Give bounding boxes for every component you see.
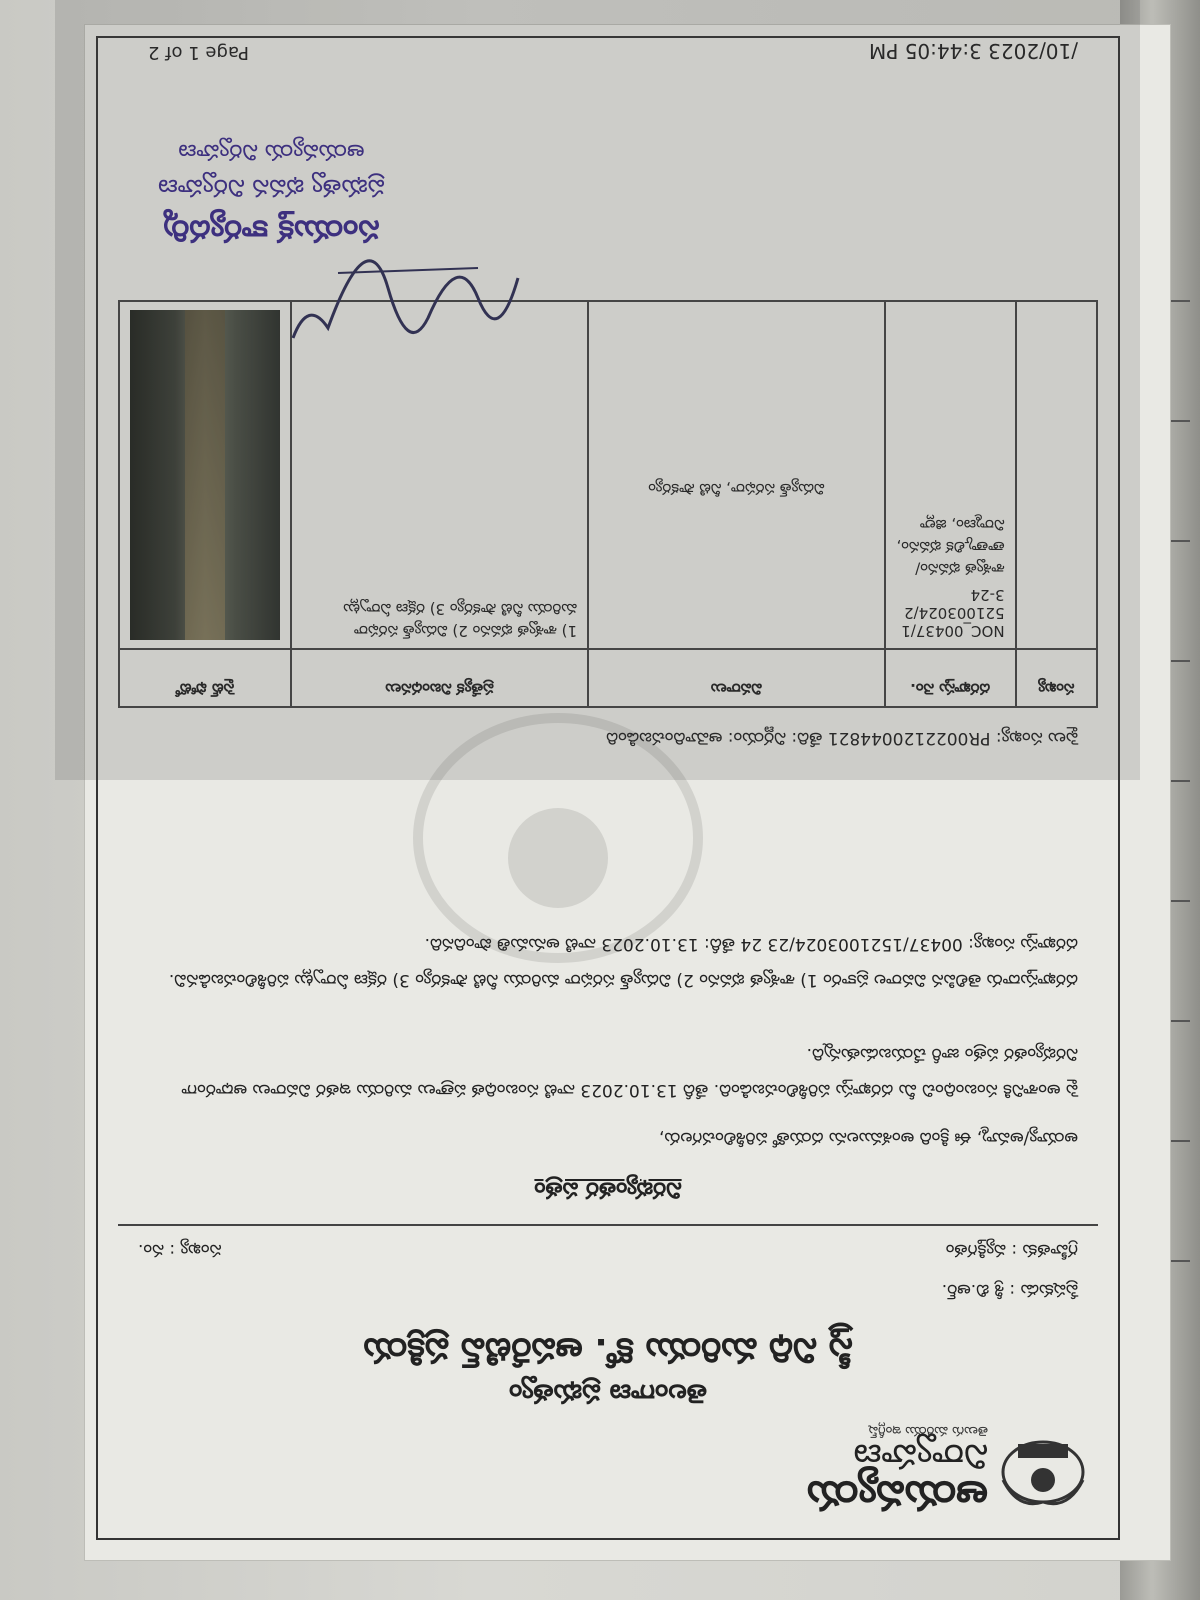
salutation: అయ్యా/అమ్మా, ఈ క్రింది అంశములను దయతో పరిశీలించగలరు, [658,1128,1078,1148]
app-number: NOC_00437/1521003024/23-24 [901,586,1005,640]
reference-number: సంఖ్య : నం. [138,1240,222,1260]
signatory-title: ప్రభుత్వ భవన నిర్వహణ [158,174,385,202]
emblem-logo-icon [988,1430,1098,1520]
government-title: తెలంగాణ ప్రభుత్వం [509,1378,707,1408]
table-header-cell: వివరాలు [588,649,885,707]
table-header-cell: దరఖాస్తు నెం. [885,649,1016,707]
dept-name-line2: నిర్వాహణ [853,1436,988,1476]
signatory-name: సంయుక్త కార్యదర్శి [163,213,380,248]
footer-page-number: Page 1 of 2 [148,42,249,63]
footer-datetime: /10/2023 3:44:05 PM [869,39,1078,63]
photo-shadow [55,0,1140,780]
sender-line: ప్రేషకుడు : శ్రీ బి.ఆర్. [941,1280,1078,1300]
dept-name-line1: ఆయవ్యయ [806,1472,988,1519]
table-header-cell: సంఖ్య [1016,649,1097,707]
organization-title: స్త్రీ నిధి మరియు కో. ఆపరేటివ్ ప్రక్రియ [363,1330,853,1370]
dept-address: తెలుగు మరియు ఇంగ్లీష్ [868,1423,988,1438]
subject-title: నిరభ్యంతర పత్రం [534,1177,682,1202]
paper-sheet [85,25,1170,1560]
header-divider [118,1224,1098,1226]
file-reference: ఫైలు సంఖ్య: PR0022120044821 తేది: నిర్ణయం: ఆమోదించబడింది [606,728,1078,748]
signatory-dept: ఆయవ్యయ నిర్వహణ [178,139,365,164]
table-header-cell: ప్రత్యేక నిబంధనలు [291,649,588,707]
app-detail: శాశ్వత భవనం/తాత్కాలిక భవనం, నిర్మాణం, జిల్లా [896,516,1005,578]
table-header-cell: సైట్ ఫోటో [119,649,291,707]
recipient-line: గ్రహీతకు : వ్యక్తిగతం [945,1240,1078,1260]
paragraph-2: దరఖాస్తుదారు తెలిపిన వివరాల ప్రకారం 1) శాశ్వత భవనం 2) విద్యుత్ సరఫరా మరియు నీటి సౌకర్యం 3) రక్షణ ఏర్పాట్లు పరిశీలించబడినవి. దరఖాస్తు సంఖ్య: 00437/1521003024/23 24 తేదీ: 13.10.2023 నాటి అనుమతి పొందినది. [168,934,1078,990]
paragraph-1: పై అంశానికి సంబంధించి మీ దరఖాస్తు పరిశీలించబడింది. తేదీ 13.10.2023 నాటి సంబంధిత పత్రాలు మరియు ఇతర వివరాలు ఆధారంగా నిరభ్యంతర పత్రం జారీ చేయబడుతున్నది. [181,1044,1078,1100]
table-cell-conditions: 1) శాశ్వత భవనం 2) విద్యుత్ సరఫరా మరియు నీటి సౌకర్యం 3) రక్షణ ఏర్పాట్లు [291,301,588,649]
table-cell-details: విద్యుత్ సరఫరా, నీటి సౌకర్యం [588,301,885,649]
